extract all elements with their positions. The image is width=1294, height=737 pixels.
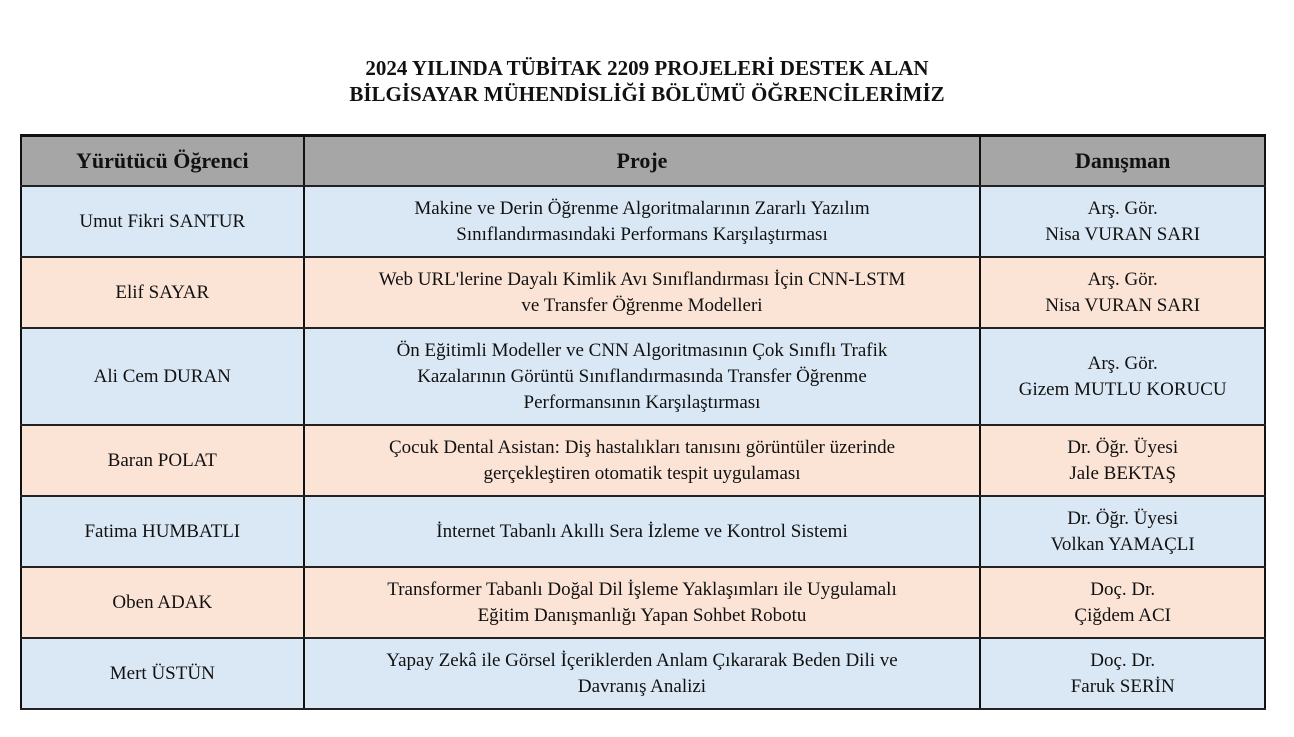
advisor-cell: [980, 567, 1265, 638]
header-advisor: Danışman: [980, 136, 1265, 187]
project-cell-line: Ön Eğitimli Modeller ve CNN Algoritmasının Çok Sınıflı Trafik: [396, 339, 888, 361]
header-project: Proje: [304, 136, 981, 187]
student-cell: Ali Cem DURAN: [21, 328, 304, 425]
project-cell-line: gerçekleştiren otomatik tespit uygulaması: [483, 462, 801, 484]
advisor-cell: [980, 638, 1265, 709]
header-row: [21, 136, 1265, 187]
student-cell: Baran POLAT: [21, 425, 304, 496]
project-cell-line: Eğitim Danışmanlığı Yapan Sohbet Robotu: [477, 604, 807, 626]
advisor-cell-line: Gizem MUTLU KORUCU: [1018, 378, 1227, 400]
student-cell: Umut Fikri SANTUR: [21, 186, 304, 257]
advisor-cell: [980, 496, 1265, 567]
project-cell-line: ve Transfer Öğrenme Modelleri: [521, 294, 763, 316]
advisor-cell: [980, 186, 1265, 257]
advisor-cell-line: Arş. Gör.: [1087, 197, 1158, 219]
project-cell: [304, 425, 981, 496]
project-cell: [304, 328, 981, 425]
table-row: [21, 567, 1265, 638]
advisor-cell-line: Dr. Öğr. Üyesi: [1067, 436, 1179, 458]
advisor-cell-line: Dr. Öğr. Üyesi: [1067, 507, 1179, 529]
advisor-cell-line: Arş. Gör.: [1087, 268, 1158, 290]
project-cell-line: Yapay Zekâ ile Görsel İçeriklerden Anlam Çıkararak Beden Dili ve: [386, 649, 898, 671]
advisor-cell-line: Doç. Dr.: [1090, 578, 1156, 600]
advisor-cell: [980, 425, 1265, 496]
project-cell: [304, 496, 981, 567]
advisor-cell-line: Nisa VURAN SARI: [1045, 294, 1201, 316]
project-cell-line: Davranış Analizi: [577, 675, 707, 697]
advisor-cell-line: Arş. Gör.: [1087, 352, 1158, 374]
table-row: [21, 496, 1265, 567]
project-cell-line: Kazalarının Görüntü Sınıflandırmasında Transfer Öğrenme: [417, 365, 867, 387]
table-row: [21, 257, 1265, 328]
table-row: [21, 328, 1265, 425]
project-cell: [304, 638, 981, 709]
page-title: [0, 55, 1294, 107]
title-line-2: BİLGİSAYAR MÜHENDİSLİĞİ BÖLÜMÜ ÖĞRENCİLERİMİZ: [349, 82, 945, 106]
student-cell: Oben ADAK: [21, 567, 304, 638]
project-cell: [304, 186, 981, 257]
student-cell: Elif SAYAR: [21, 257, 304, 328]
project-cell-line: İnternet Tabanlı Akıllı Sera İzleme ve Kontrol Sistemi: [436, 520, 848, 542]
project-cell-line: Transformer Tabanlı Doğal Dil İşleme Yaklaşımları ile Uygulamalı: [387, 578, 897, 600]
project-cell-line: Çocuk Dental Asistan: Diş hastalıkları tanısını görüntüler üzerinde: [388, 436, 896, 458]
advisor-cell-line: Faruk SERİN: [1070, 675, 1175, 697]
project-cell: [304, 567, 981, 638]
project-cell-line: Performansının Karşılaştırması: [523, 391, 761, 413]
advisor-cell-line: Nisa VURAN SARI: [1045, 223, 1201, 245]
header-student: Yürütücü Öğrenci: [21, 136, 304, 187]
title-line-1: 2024 YILINDA TÜBİTAK 2209 PROJELERİ DESTEK ALAN: [365, 56, 929, 80]
project-cell-line: Makine ve Derin Öğrenme Algoritmalarının Zararlı Yazılım: [414, 197, 870, 219]
advisor-cell-line: Volkan YAMAÇLI: [1050, 533, 1195, 555]
advisor-cell: [980, 328, 1265, 425]
advisor-cell: [980, 257, 1265, 328]
project-cell-line: Web URL'lerine Dayalı Kimlik Avı Sınıflandırması İçin CNN-LSTM: [378, 268, 906, 290]
table-row: [21, 186, 1265, 257]
project-cell: [304, 257, 981, 328]
table-row: [21, 638, 1265, 709]
students-table: [20, 134, 1266, 710]
advisor-cell-line: Doç. Dr.: [1090, 649, 1156, 671]
advisor-cell-line: Çiğdem ACI: [1074, 604, 1171, 626]
advisor-cell-line: Jale BEKTAŞ: [1069, 462, 1177, 484]
student-cell: Mert ÜSTÜN: [21, 638, 304, 709]
project-cell-line: Sınıflandırmasındaki Performans Karşılaştırması: [456, 223, 828, 245]
student-cell: Fatima HUMBATLI: [21, 496, 304, 567]
table-row: [21, 425, 1265, 496]
